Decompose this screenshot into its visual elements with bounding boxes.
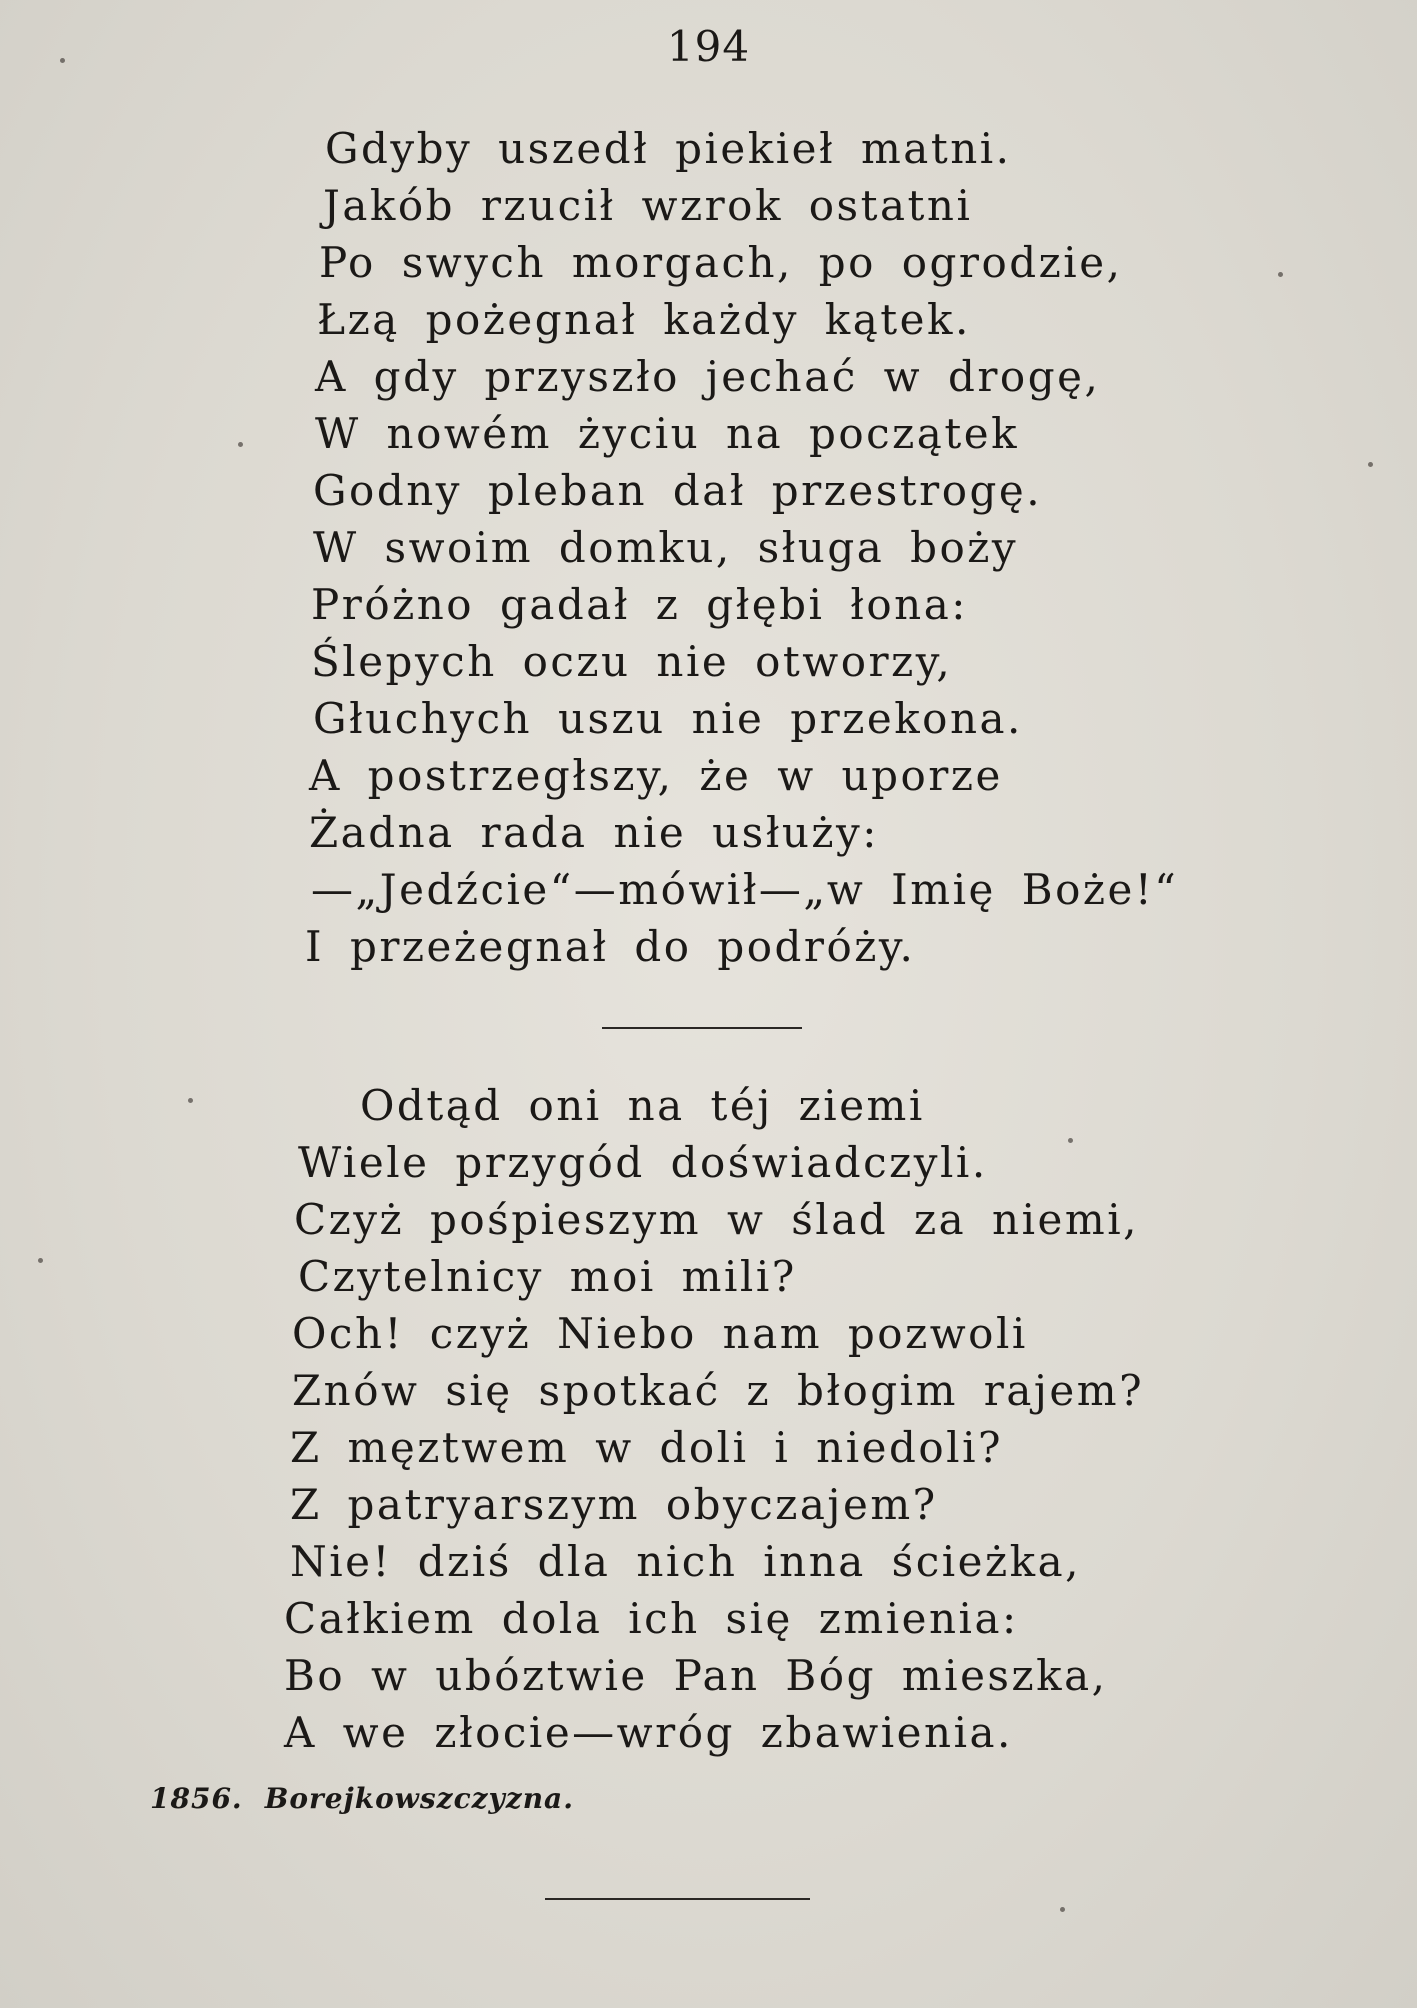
verse-line: Bo w ubóztwie Pan Bóg mieszka,	[284, 1651, 1108, 1700]
signature-year: 1856.	[150, 1782, 243, 1815]
paper-speck	[60, 58, 65, 63]
paper-speck	[38, 1258, 43, 1263]
paper-speck	[1278, 272, 1283, 277]
verse-line: A postrzegłszy, że w uporze	[309, 751, 1003, 800]
verse-line: Godny pleban dał przestrogę.	[313, 466, 1043, 515]
section-divider	[602, 1027, 802, 1029]
verse-line: A gdy przyszło jechać w drogę,	[315, 352, 1101, 401]
end-divider	[545, 1898, 810, 1900]
verse-line: W swoim domku, sługa boży	[313, 523, 1019, 572]
paper-speck	[1068, 1138, 1073, 1143]
verse-line: Łzą pożegnał każdy kątek.	[317, 295, 971, 344]
verse-line: W nowém życiu na początek	[315, 409, 1020, 458]
verse-line: Nie! dziś dla nich inna ścieżka,	[290, 1537, 1081, 1586]
verse-line: Próżno gadał z głębi łona:	[311, 580, 968, 629]
verse-line: A we złocie—wróg zbawienia.	[284, 1708, 1013, 1757]
verse-line: Żadna rada nie usłuży:	[309, 808, 879, 857]
verse-line: Całkiem dola ich się zmienia:	[284, 1594, 1019, 1643]
verse-line: Z męztwem w doli i niedoli?	[290, 1423, 1004, 1472]
verse-line: Och! czyż Niebo nam pozwoli	[292, 1309, 1028, 1358]
verse-line: Czytelnicy moi mili?	[298, 1252, 797, 1301]
verse-line: Wiele przygód doświadczyli.	[298, 1138, 988, 1187]
stanza-1	[305, 120, 1178, 975]
paper-speck	[188, 1098, 193, 1103]
stanza-2	[284, 1077, 1145, 1761]
verse-line: Czyż pośpieszym w ślad za niemi,	[294, 1195, 1139, 1244]
verse-line: Głuchych uszu nie przekona.	[313, 694, 1023, 743]
verse-line: —„Jedźcie“—mówił—„w Imię Boże!“	[311, 865, 1179, 914]
page-number: 194	[666, 22, 751, 71]
verse-line: I przeżegnał do podróży.	[305, 922, 916, 971]
paper-speck	[1368, 462, 1373, 467]
verse-line: Znów się spotkać z błogim rajem?	[292, 1366, 1145, 1415]
verse-line: Gdyby uszedł piekieł matni.	[325, 124, 1012, 173]
paper-speck	[238, 442, 243, 447]
signature-place: Borejkowszczyzna.	[264, 1782, 574, 1815]
paper-speck	[1060, 1907, 1065, 1912]
verse-line: Odtąd oni na téj ziemi	[360, 1081, 925, 1130]
verse-line: Jakób rzucił wzrok ostatni	[323, 181, 973, 230]
verse-line: Ślepych oczu nie otworzy,	[311, 637, 953, 686]
verse-line: Z patryarszym obyczajem?	[290, 1480, 938, 1529]
verse-line: Po swych morgach, po ogrodzie,	[319, 238, 1123, 287]
signature	[150, 1782, 574, 1815]
